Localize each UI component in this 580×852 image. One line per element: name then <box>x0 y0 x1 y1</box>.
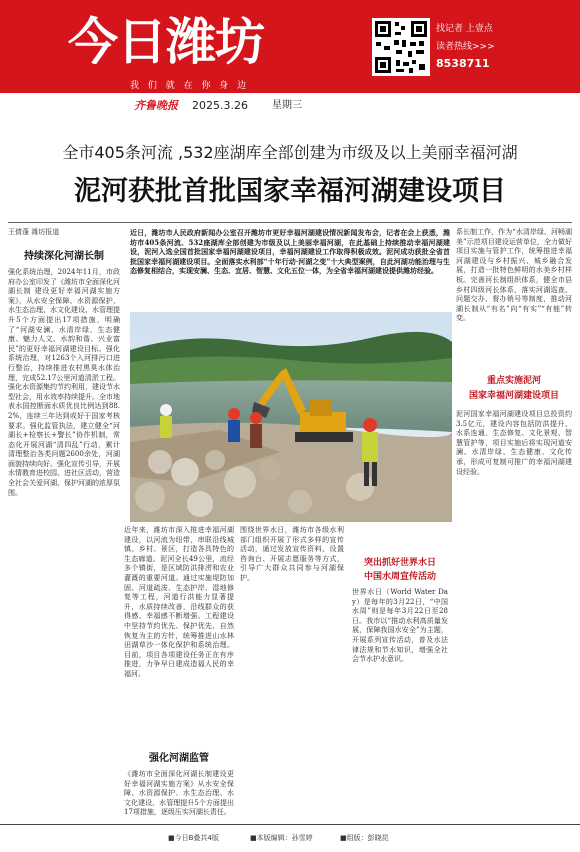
article-byline: 王倩蓬 潍坊报道 <box>8 228 60 236</box>
brand-logo: 齐鲁晚报 <box>134 99 178 112</box>
qr-code-icon[interactable] <box>372 18 430 76</box>
footer-edition: ■今日B叠共4版 <box>168 834 219 842</box>
river-construction-photo <box>130 312 452 522</box>
footer-layout: ■组版：彭晓昆 <box>340 834 389 842</box>
middle-column-text: 近年来，潍坊市深入推进幸福河湖建设，以河流为纽带，串联沿线城镇、乡村、景区，打造各具特色的生态廊道。泥河全长49公里，流经多个镇街，是区域防洪排涝和农业灌溉的重要河道。通过实施堤防加固、河道疏浚、生态护岸、湿地修复等工程，河道行洪能力显著提升，水质持续改善，沿线群众的获得感、幸福感不断增强。工程建设中坚持节约优先、保护优先、自然恢复为主的方针，统筹推进山水林田湖草沙一体化保护和系统治理。目前，项目各项建设任务正在有序推进，力争早日建成造福人民的幸福河。 <box>124 526 234 678</box>
right-subhead: 重点实施泥河 国家幸福河湖建设项目 <box>468 376 559 401</box>
masthead-title: 今日潍坊 <box>68 13 264 71</box>
middle-subhead: 强化河湖监管 <box>149 753 209 764</box>
right-column-text-2: 泥河国家幸福河湖建设项目总投资约3.5亿元，建设内容包括防洪提升、水系连通、生态修复、文化景观、智慧管护等，项目实施后将实现河道安澜、水清岸绿、生态健康、文化传承，形成可复制可推广的幸福河湖建设经验。 <box>456 410 572 476</box>
bottom-subhead: 突出抓好世界水日 中国水周宣传活动 <box>363 558 436 582</box>
centre-column-text: 围绕世界水日，潍坊市各级水利部门组织开展了形式多样的宣传活动，通过发放宣传资料、设置咨询台、开展志愿服务等方式，引导广大群众共同参与河湖保护。 <box>240 526 344 582</box>
article-headline[interactable]: 泥河获批首批国家幸福河湖建设项目 <box>74 176 506 207</box>
right-column-text: 系长制工作，作为“水清岸绿、河畅湖美”示范项目建设运营单位，全力做好项目实施与管护工作，统筹推进幸福河湖建设与乡村振兴、城乡融合发展，打造一批特色鲜明的水美乡村样板。完善河长制组织体系，健全市县乡村四级河长体系，落实河湖巡查、问题交办、督办销号等制度，推动河湖长制从“有名”向“有实”“有能”转变。 <box>456 228 572 323</box>
hotline-number[interactable]: 8538711 <box>436 57 490 70</box>
reporter-contact: 找记者 上壹点 <box>436 24 493 34</box>
article-lead: 近日，潍坊市人民政府新闻办公室召开潍坊市更好幸福河湖建设情况新闻发布会，记者在会上获悉，潍坊市405条河流、532座湖库全部创建为市级及以上美丽幸福河湖，在此基础上持续推动幸福河湖建设，泥河入选全国首批国家幸福河湖建设项目，幸福河湖建设工作取得积极成效。泥河成功获批全省首批国家幸福河湖建设项目。全面落实水利部“十年行动·河湖之变”十大典型案例，自此河湖功能治理与生态修复相结合，实现安澜、生态、宜居、智慧、文化五位一体，为全省幸福河湖建设提供潍坊经验。 <box>130 228 450 275</box>
left-column-text: 强化系统治理，2024年11月，市政府办公室印发了《潍坊市全面深化河湖长制 建设更好幸福河湖实施方案》，从水安全保障、水资源保护、水生态治理、水文化建设、水管理提升5个方面提出17项措施，明确了“河湖安澜、水清岸绿、生态健康、魅力人文、水韵和谐、兴业富民”的更好幸福河湖建设目标。强化系统治理，对1263个入河排污口进行整治，持续推进农村黑臭水体治理，完成52.17公里河道清淤工程。强化水资源集约节约利用，建设节水型社会，用水效率持续提升。全市地表水国控断面水质优良比例达到88.2%，连续三年达到或好于国家考核要求。强化监管执法，建立健全“河湖长+检察长+警长”协作机制，常态化开展河湖“清四乱”行动，累计清理整治各类问题2600余处，河湖面貌持续向好。强化宣传引导，开展水情教育进校园、进社区活动，营造全社会关爱河湖、保护河湖的浓厚氛围。 <box>8 268 120 497</box>
article-kicker: 全市405条河流 ,532座湖库全部创建为市级及以上美丽幸福河湖 <box>62 143 518 162</box>
middle-column-text-2: 《潍坊市全面深化河湖长制建设更好幸福河湖实施方案》从水安全保障、水资源保护、水生态治理、水文化建设、水管理提升5个方面提出17项措施，逐级压实河湖长责任。 <box>124 770 234 817</box>
bottom-column-text: 世界水日（World Water Day）是每年的3月22日，“中国水周”则是每年3月22日至28日。我市以“推动水利高质量发展，保障我国水安全”为主题，开展系列宣传活动，普及水法律法规和节水知识，增强全社会节水护水意识。 <box>352 588 448 664</box>
hotline-label: 读者热线>>> <box>436 42 495 52</box>
footer-divider <box>0 824 580 825</box>
masthead-slogan: 我 们 就 在 你 身 边 <box>130 81 250 91</box>
issue-date: 2025.3.26 <box>192 99 248 112</box>
left-subhead: 持续深化河湖长制 <box>24 251 104 262</box>
issue-weekday: 星期三 <box>272 100 302 111</box>
footer-editor: ■本版编辑：孙雪婷 <box>250 834 313 842</box>
headline-divider <box>8 222 572 223</box>
